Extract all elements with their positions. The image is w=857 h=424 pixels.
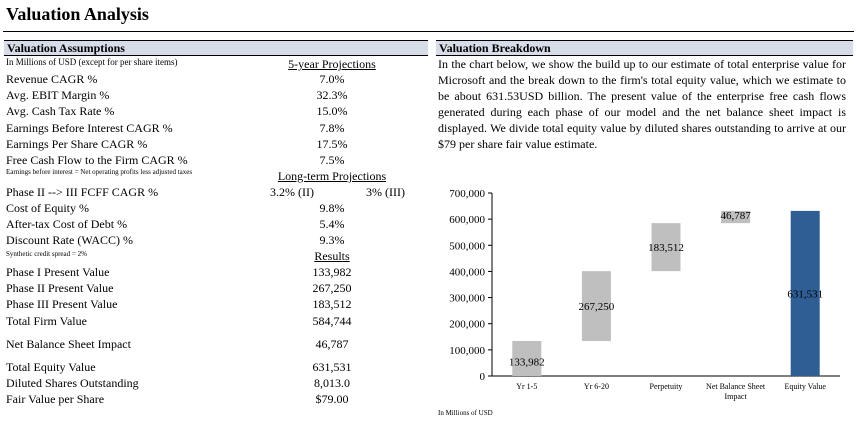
bar-data-label: 631,531 (787, 288, 824, 301)
breakdown-paragraph: In the chart below, we show the build up to our estimate of total enterprise value for Microsoft and the break down to the firm's total equity value, which we estimate to be about 631.53USD billion. The present value of the enterprise free cash flows generated during each phase of our model and the net balance sheet impact is displayed. We divide total equity value by diluted shares outstanding to arrive at our $79 per share fair value estimate. (438, 57, 846, 151)
five-year-header: 5-year Projections (288, 57, 376, 71)
assumptions-units-note: In Millions of USD (except for per share items) (6, 57, 178, 67)
chart-units-note: In Millions of USD (438, 409, 493, 417)
rate-row-value: 9.3% (319, 233, 345, 248)
assumptions-heading: Valuation Assumptions (4, 40, 428, 56)
five-year-row-label: Earnings Before Interest CAGR % (6, 120, 173, 135)
bar-data-label: 46,787 (720, 209, 751, 222)
pv-row-value: 267,250 (312, 281, 352, 296)
x-category-label: Yr 6-20 (583, 382, 609, 391)
five-year-row-label: Revenue CAGR % (6, 72, 98, 86)
equity-row-value: $79.00 (315, 392, 349, 407)
results-header: Results (314, 249, 350, 263)
equity-row-label: Total Equity Value (6, 360, 96, 374)
five-year-row-value: 7.5% (319, 153, 345, 167)
valuation-waterfall-chart (430, 180, 854, 410)
rate-row-label: Cost of Equity % (6, 201, 89, 215)
y-tick-label: 100,000 (449, 344, 485, 357)
ebi-note: Earnings before interest = Net operating profits less adjusted taxes (6, 168, 193, 176)
rate-row-label: Discount Rate (WACC) % (6, 233, 133, 248)
five-year-row-value: 7.8% (319, 120, 345, 135)
y-tick-label: 0 (479, 371, 485, 383)
five-year-row-label: Earnings Per Share CAGR % (6, 136, 148, 151)
pv-row-label: Phase II Present Value (6, 281, 114, 296)
five-year-row-label: Free Cash Flow to the Firm CAGR % (6, 153, 188, 167)
pv-row-label: Total Firm Value (6, 313, 87, 328)
fcff-phase2-value: 3.2% (II) (270, 185, 314, 199)
fcff-cagr-label: Phase II --> III FCFF CAGR % (6, 185, 159, 199)
five-year-row-value: 17.5% (316, 136, 348, 151)
equity-row-label: Diluted Shares Outstanding (6, 376, 139, 391)
breakdown-heading: Valuation Breakdown (436, 40, 853, 56)
pv-row-value: 584,744 (312, 313, 352, 328)
rate-row-value: 9.8% (319, 201, 345, 215)
y-tick-label: 400,000 (449, 266, 485, 279)
long-term-header: Long-term Projections (277, 169, 387, 183)
fcff-phase3-value: 3% (III) (366, 185, 405, 199)
balance-value: 46,787 (315, 337, 349, 351)
title-divider (3, 31, 854, 32)
equity-row-value: 8,013.0 (314, 376, 350, 391)
bar-data-label: 183,512 (648, 242, 684, 255)
x-category-label: Equity Value (784, 382, 826, 391)
pv-row-value: 183,512 (312, 297, 352, 312)
equity-row-label: Fair Value per Share (6, 392, 105, 407)
rate-row-value: 5.4% (319, 217, 345, 232)
x-category-label: Yr 1-5 (516, 382, 538, 391)
five-year-row-value: 32.3% (316, 88, 348, 103)
bar-data-label: 267,250 (578, 301, 615, 314)
rate-row-label: After-tax Cost of Debt % (6, 217, 128, 232)
five-year-row-value: 7.0% (319, 72, 345, 86)
five-year-row-label: Avg. Cash Tax Rate % (6, 104, 115, 119)
equity-row-value: 631,531 (312, 360, 352, 374)
five-year-row-value: 15.0% (316, 104, 348, 119)
page-title: Valuation Analysis (6, 4, 149, 24)
spread-note: Synthetic credit spread = 2% (6, 250, 87, 258)
y-tick-label: 200,000 (449, 318, 485, 331)
y-tick-label: 600,000 (449, 214, 485, 227)
bar-data-label: 133,982 (508, 356, 545, 369)
pv-row-value: 133,982 (312, 265, 352, 279)
x-category-label: Perpetuity (649, 382, 683, 391)
pv-row-label: Phase III Present Value (6, 297, 118, 312)
pv-row-label: Phase I Present Value (6, 265, 110, 279)
five-year-row-label: Avg. EBIT Margin % (6, 88, 110, 103)
y-tick-label: 700,000 (449, 188, 485, 200)
x-category-label: Net Balance Sheet Impact (706, 382, 766, 401)
y-tick-label: 500,000 (449, 240, 485, 253)
y-tick-label: 300,000 (449, 292, 485, 305)
balance-label: Net Balance Sheet Impact (6, 337, 131, 351)
